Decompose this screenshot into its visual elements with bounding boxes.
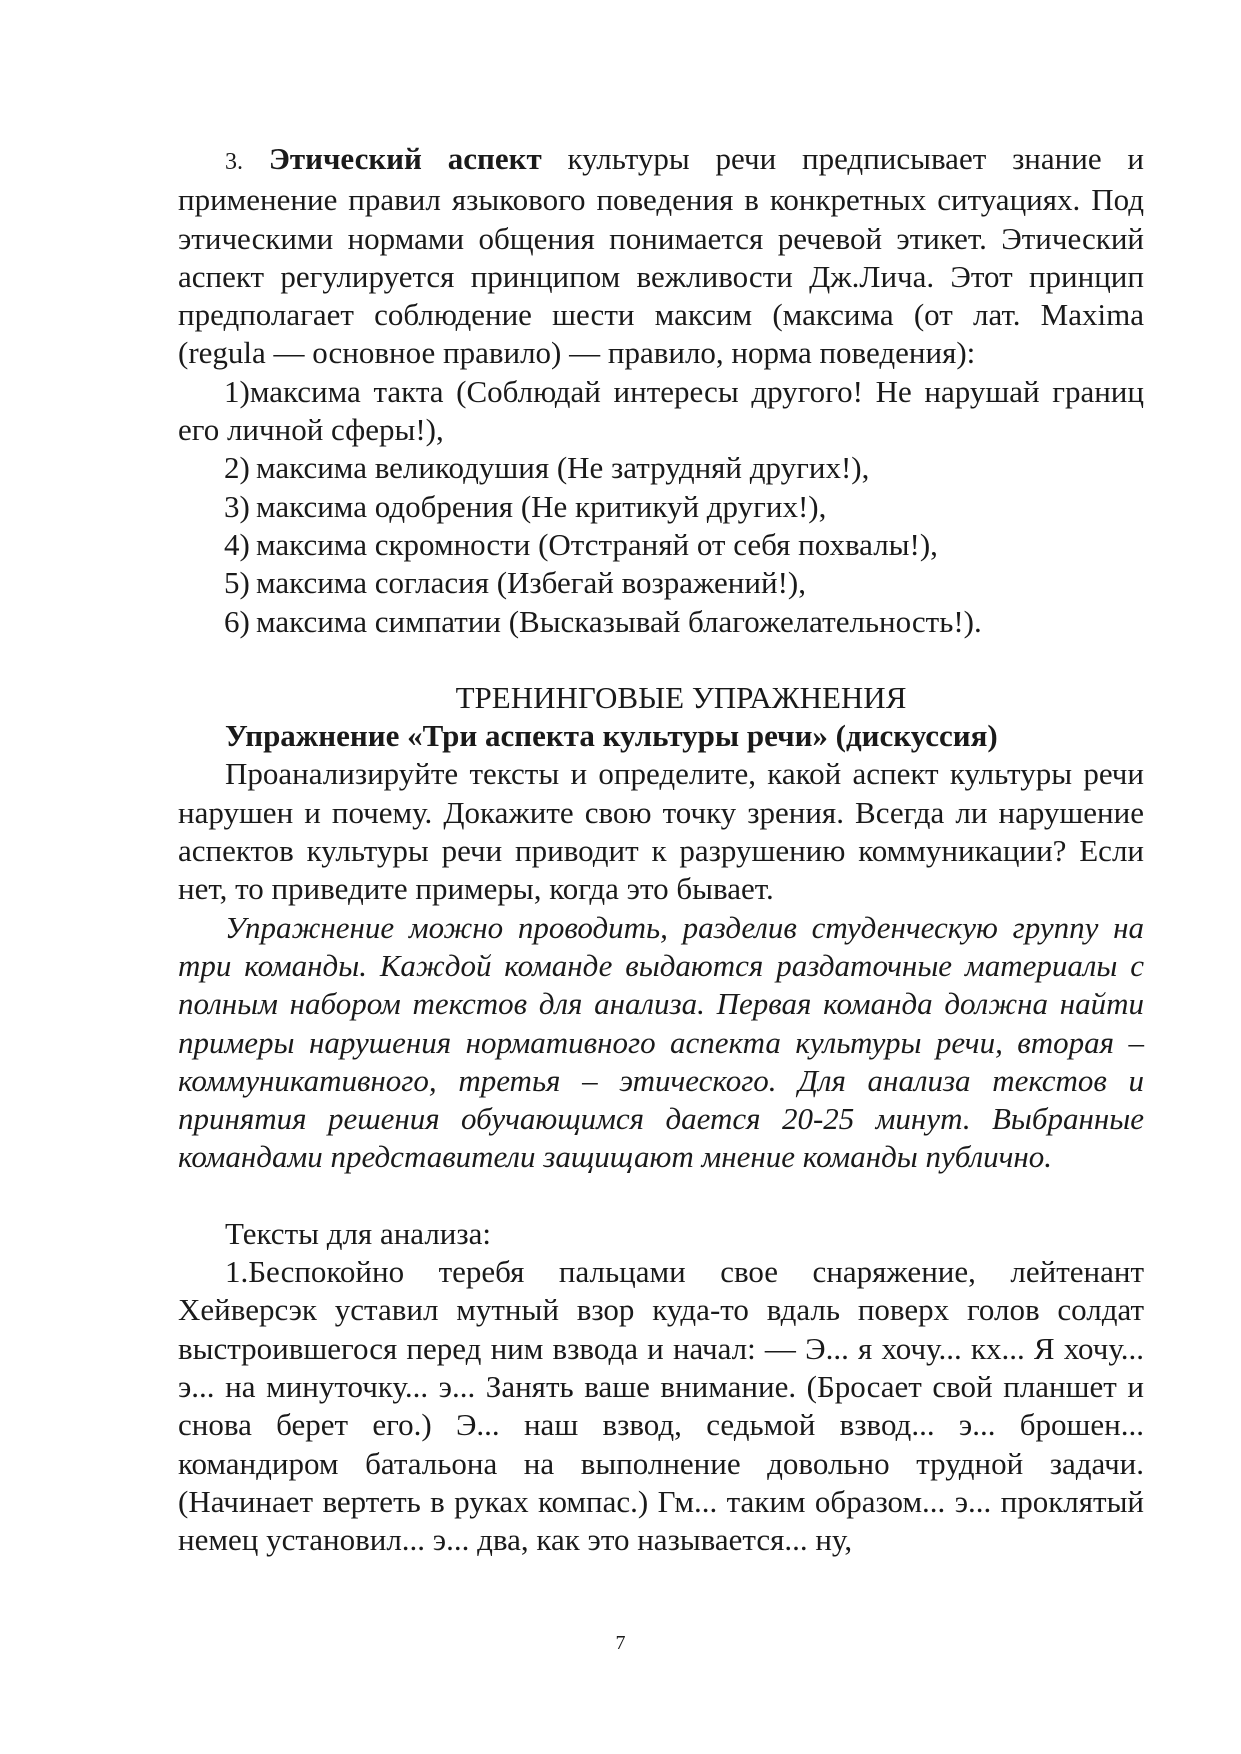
- spacer: [178, 641, 1144, 679]
- maxim-text: максима симпатии (Высказывай благожелательность!).: [256, 603, 982, 639]
- maxim-number: 4): [224, 526, 250, 562]
- training-heading: ТРЕНИНГОВЫЕ УПРАЖНЕНИЯ: [455, 679, 907, 715]
- maxim-item: [178, 564, 1144, 602]
- page-number: 7: [615, 1632, 626, 1654]
- maxim-item: [178, 603, 1144, 641]
- maxim-item: [178, 526, 1144, 564]
- maxim-number: 5): [224, 565, 250, 601]
- page-content: [178, 140, 1144, 1559]
- maxim-number: 3): [224, 488, 250, 524]
- exercise-title: Упражнение «Три аспекта культуры речи» (дискуссия): [225, 718, 998, 754]
- maxim-text: максима такта (Соблюдай интересы другого! Не нарушай границ его личной сферы!),: [178, 373, 1144, 448]
- text-item-number: 1.: [225, 1254, 249, 1290]
- section-text: культуры речи предписывает знание и применение правил языкового поведения в конкретных ситуациях. Под этическими нормами общения понимается речевой этикет. Этический аспект регулируется принципом вежливости Дж.Лича. Этот принцип предполагает соблюдение шести максим (максима (от лат. Maxima (regula — основное правило) — правило, норма поведения):: [178, 141, 1145, 371]
- exercise-instructions: Упражнение можно проводить, разделив студенческую группу на три команды. Каждой команде выдаются раздаточные материалы с полным набором текстов для анализа. Первая команда должна найти примеры нарушения нормативного аспекта культуры речи, вторая – коммуникативного, третья – этического. Для анализа текстов и принятия решения обучающимся дается 20-25 минут. Выбранные командами представители защищают мнение команды публично.: [178, 909, 1144, 1175]
- maxim-item: [178, 373, 1144, 450]
- exercise-task: Проанализируйте тексты и определите, какой аспект культуры речи нарушен и почему. Докажите свою точку зрения. Всегда ли нарушение аспектов культуры речи приводит к разрушению коммуникации? Если нет, то приведите примеры, когда это бывает.: [178, 756, 1144, 907]
- maxim-text: максима великодушия (Не затрудняй других!),: [256, 450, 870, 486]
- maxim-text: максима согласия (Избегай возражений!),: [256, 565, 806, 601]
- maxim-number: 1): [224, 373, 250, 409]
- maxim-text: максима одобрения (Не критикуй других!),: [256, 488, 827, 524]
- maxim-item: [178, 449, 1144, 487]
- maxim-item: [178, 488, 1144, 526]
- text-item-1: [178, 1253, 1144, 1559]
- maxim-number: 6): [224, 603, 250, 639]
- section-term: Этический аспект: [268, 141, 542, 176]
- section-number: 3.: [225, 149, 243, 175]
- texts-label: Тексты для анализа:: [225, 1215, 491, 1251]
- spacer: [178, 1177, 1144, 1215]
- maxim-number: 2): [224, 450, 250, 486]
- maxim-text: максима скромности (Отстраняй от себя похвалы!),: [256, 526, 938, 562]
- section-3-paragraph: [178, 140, 1144, 373]
- text-item-body: Беспокойно теребя пальцами свое снаряжение, лейтенант Хейверсэк уставил мутный взор куда-то вдаль поверх голов солдат выстроившегося перед ним взвода и начал: — Э... я хочу... кх... Я хочу... э... на минуточку... э... Занять ваше внимание. (Бросает свой планшет и снова берет его.) Э... наш взвод, седьмой взвод... э... брошен... командиром батальона на выполнение довольно трудной задачи. (Начинает вертеть в руках компас.) Гм... таким образом... э... проклятый немец установил... э... два, как это называется... ну,: [178, 1254, 1144, 1558]
